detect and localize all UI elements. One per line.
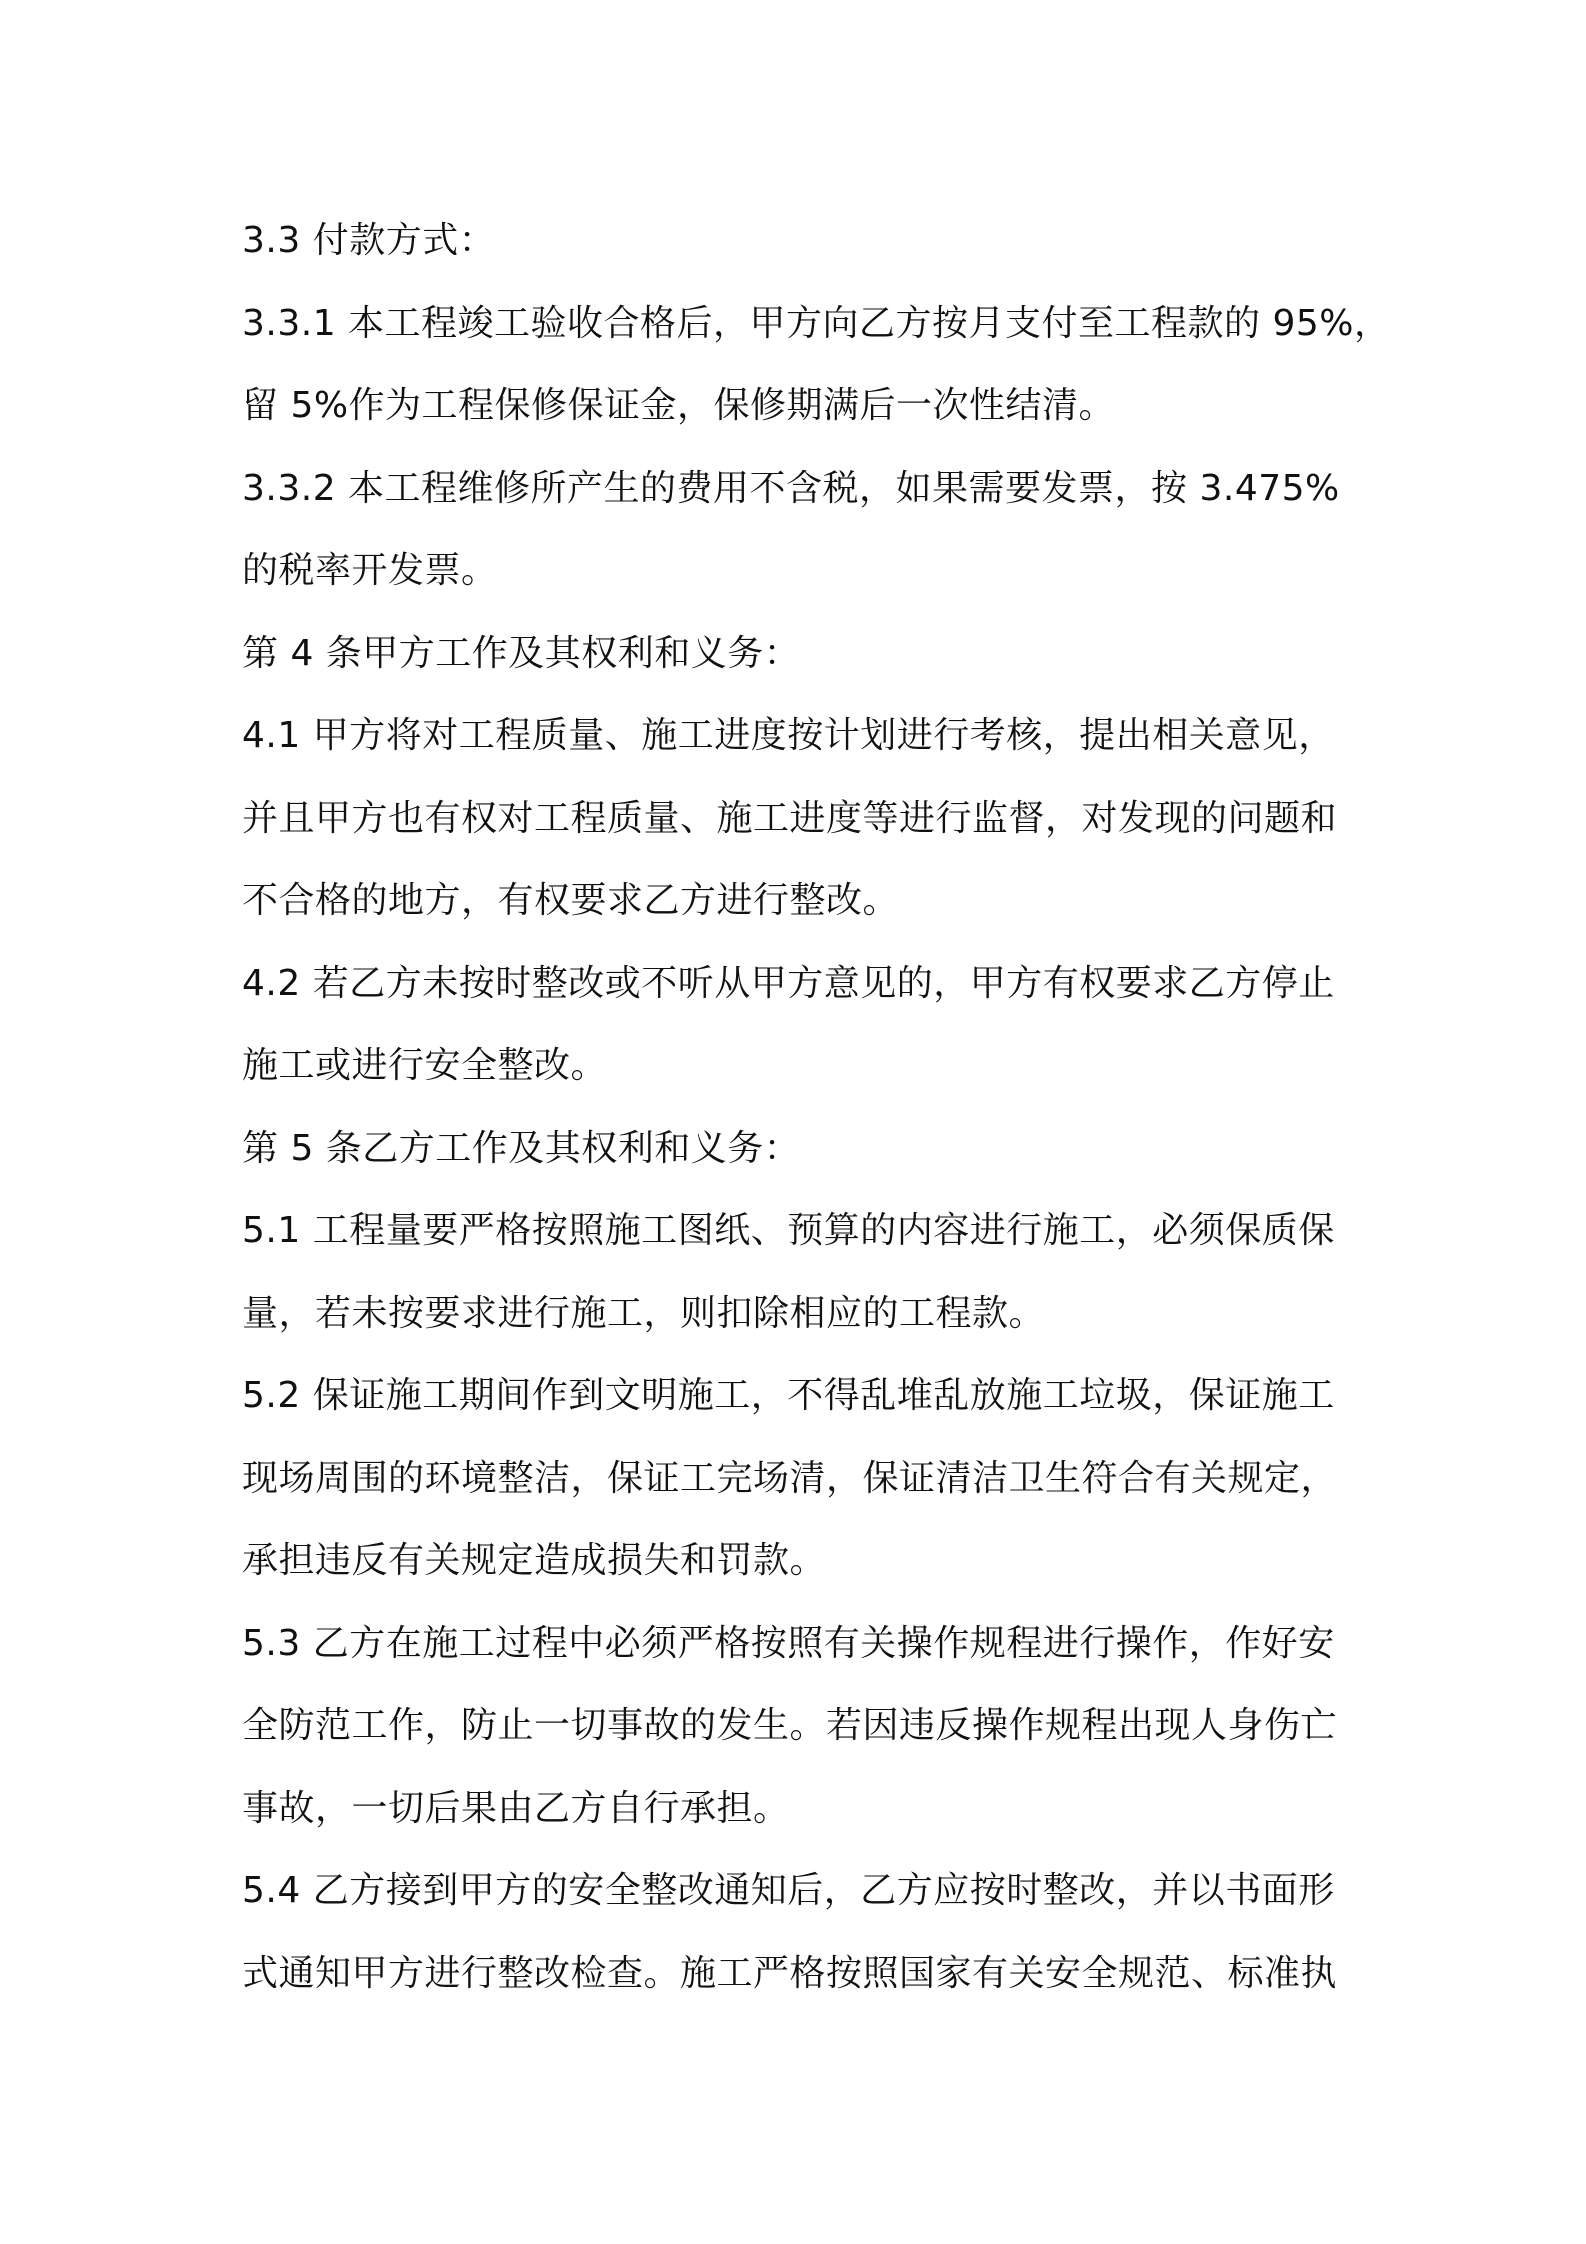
text-line: 3.3 付款方式： — [242, 220, 496, 261]
text-line: 第 4 条甲方工作及其权利和义务： — [242, 632, 801, 674]
text-line: 5.4 乙方接到甲方的安全整改通知后，乙方应按时整改，并以书面形 — [242, 1870, 1335, 1911]
text-line: 并且甲方也有权对工程质量、施工进度等进行监督，对发现的问题和 — [242, 797, 1338, 839]
clause-5-3 — [242, 1603, 1362, 1851]
clause-5-2 — [242, 1355, 1362, 1603]
text-line: 式通知甲方进行整改检查。施工严格按照国家有关安全规范、标准执 — [242, 1952, 1338, 1994]
text-line: 施工或进行安全整改。 — [242, 1045, 608, 1086]
text-line: 不合格的地方，有权要求乙方进行整改。 — [242, 880, 900, 921]
text-line: 事故，一切后果由乙方自行承担。 — [242, 1787, 790, 1829]
document-body — [242, 200, 1391, 2015]
text-line: 现场周围的环境整洁，保证工完场清，保证清洁卫生符合有关规定， — [242, 1457, 1338, 1499]
text-line: 的税率开发票。 — [242, 550, 498, 591]
text-line: 5.3 乙方在施工过程中必须严格按照有关操作规程进行操作，作好安 — [242, 1622, 1335, 1664]
text-line: 4.1 甲方将对工程质量、施工进度按计划进行考核，提出相关意见， — [242, 715, 1335, 756]
clause-4-1 — [242, 695, 1362, 943]
clause-3-3-1 — [242, 283, 1391, 448]
text-line: 全防范工作，防止一切事故的发生。若因违反操作规程出现人身伤亡 — [242, 1705, 1338, 1746]
text-line: 留 5%作为工程保修保证金，保修期满后一次性结清。 — [242, 385, 1116, 426]
text-line: 3.3.1 本工程竣工验收合格后，甲方向乙方按月支付至工程款的 95%， — [242, 302, 1391, 344]
text-line: 量，若未按要求进行施工，则扣除相应的工程款。 — [242, 1292, 1046, 1334]
text-line: 第 5 条乙方工作及其权利和义务： — [242, 1127, 801, 1169]
text-line: 3.3.2 本工程维修所产生的费用不含税，如果需要发票，按 3.475% — [242, 467, 1340, 509]
clause-5-1 — [242, 1190, 1362, 1355]
clause-3-3-2 — [242, 448, 1362, 613]
text-line: 5.2 保证施工期间作到文明施工，不得乱堆乱放施工垃圾，保证施工 — [242, 1375, 1335, 1416]
text-line: 4.2 若乙方未按时整改或不听从甲方意见的，甲方有权要求乙方停止 — [242, 962, 1335, 1004]
article-4-heading — [242, 613, 1362, 696]
text-line: 承担违反有关规定造成损失和罚款。 — [242, 1540, 827, 1581]
clause-5-4 — [242, 1850, 1362, 2015]
clause-4-2 — [242, 943, 1362, 1108]
article-5-heading — [242, 1108, 1362, 1191]
clause-3-3 — [242, 200, 1362, 283]
text-line: 5.1 工程量要严格按照施工图纸、预算的内容进行施工，必须保质保 — [242, 1210, 1335, 1251]
